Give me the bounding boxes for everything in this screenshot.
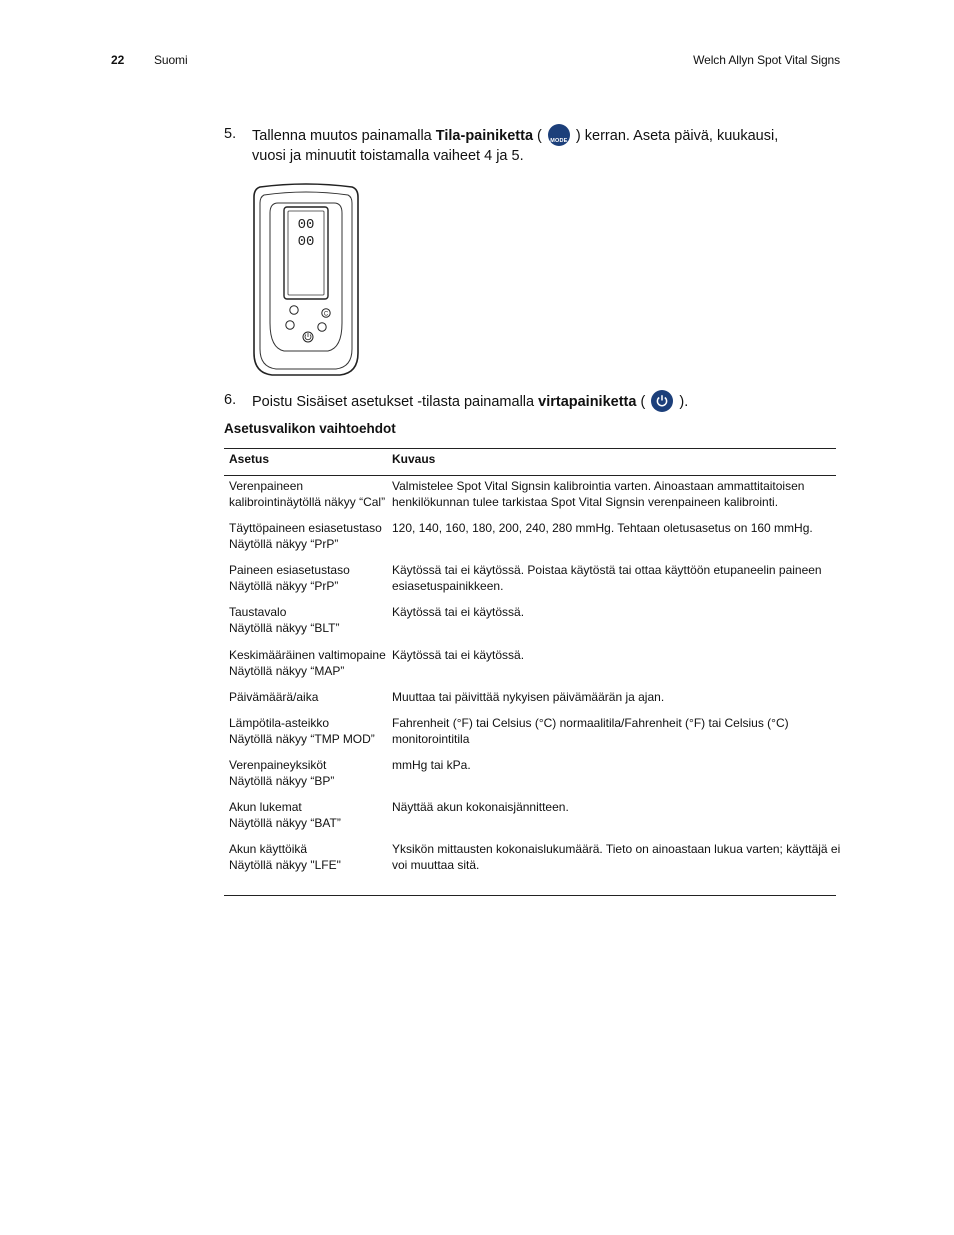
power-glyph <box>655 394 669 408</box>
cell-line: Paineen esiasetustaso <box>229 563 350 577</box>
cell-line: Fahrenheit (°F) tai Celsius (°C) normaalitila/Fahrenheit (°F) tai Celsius (°C) <box>392 716 789 730</box>
step-text <box>252 124 824 166</box>
cell-line: henkilökunnan tulee tarkistaa Spot Vital Signsin verenpaineen kalibrointi. <box>392 495 779 509</box>
cell-line: esiasetuspainikkeen. <box>392 579 504 593</box>
device-display-line2: 00 <box>297 234 315 250</box>
step-number: 6. <box>224 392 237 408</box>
description-cell <box>392 520 832 536</box>
cell-line: Käytössä tai ei käytössä. Poistaa käytöstä tai ottaa käyttöön etupaneelin paineen <box>392 563 822 577</box>
step-text-part: Tallenna muutos painamalla <box>252 128 436 144</box>
cell-line: Käytössä tai ei käytössä. <box>392 648 525 662</box>
cell-line: Taustavalo <box>229 605 287 619</box>
device-illustration <box>250 183 362 383</box>
cell-line: Näytöllä näkyy “MAP” <box>229 664 345 678</box>
step-text-part: ) kerran. Aseta päivä, kuukausi, <box>571 128 779 144</box>
setting-cell <box>229 647 389 679</box>
description-cell <box>392 562 832 594</box>
cell-line: Akun lukemat <box>229 800 302 814</box>
cell-line: Päivämäärä/aika <box>229 690 319 704</box>
step-text <box>252 390 824 412</box>
step-text-part: vuosi ja minuutit toistamalla vaiheet 4 ja 5. <box>252 148 524 164</box>
description-cell <box>392 604 832 620</box>
step-text-part: Poistu Sisäiset asetukset -tilasta painamalla <box>252 394 539 410</box>
table-header-rule <box>224 475 836 476</box>
description-cell <box>392 841 841 873</box>
cell-line: Näyttää akun kokonaisjännitteen. <box>392 800 569 814</box>
setting-cell <box>229 799 389 831</box>
cell-line: Verenpaineen <box>229 479 304 493</box>
setting-cell <box>229 757 389 789</box>
device-mode-button <box>286 321 294 329</box>
description-cell <box>392 799 832 815</box>
cell-line: Näytöllä näkyy “TMP MOD” <box>229 732 375 746</box>
table-header-description: Kuvaus <box>392 452 436 466</box>
cell-line: Näytöllä näkyy “PrP” <box>229 579 339 593</box>
cell-line: Näytöllä näkyy "LFE" <box>229 858 341 872</box>
device-button-right <box>318 323 326 331</box>
step-text-part: ). <box>675 394 689 410</box>
description-cell <box>392 757 832 773</box>
step-bold-term: virtapainiketta <box>538 394 637 410</box>
cell-line: voi muuttaa sitä. <box>392 858 480 872</box>
cell-line: Näytöllä näkyy “BAT” <box>229 816 341 830</box>
step-text-part: ( <box>636 394 646 410</box>
page-number: 22 <box>111 53 125 67</box>
cell-line: kalibrointinäytöllä näkyy “Cal” <box>229 495 386 509</box>
step-number: 5. <box>224 126 237 142</box>
cell-line: Lämpötila-asteikko <box>229 716 330 730</box>
description-cell <box>392 478 832 510</box>
table-top-rule <box>224 448 836 449</box>
step-bold-term: Tila-painiketta <box>435 128 534 144</box>
cell-line: mmHg tai kPa. <box>392 758 471 772</box>
step-text-part: ( <box>533 128 542 144</box>
cell-line: monitorointitila <box>392 732 470 746</box>
cell-line: Muuttaa tai päivittää nykyisen päivämäärän ja ajan. <box>392 690 665 704</box>
header-language: Suomi <box>154 53 188 67</box>
table-title: Asetusvalikon vaihtoehdot <box>224 421 396 436</box>
setting-cell <box>229 604 389 636</box>
setting-cell <box>229 478 389 510</box>
device-button-top-left <box>290 306 298 314</box>
cell-line: Näytöllä näkyy “BP” <box>229 774 335 788</box>
cell-line: Keskimääräinen valtimopaine <box>229 648 386 662</box>
table-header-setting: Asetus <box>229 452 270 466</box>
description-cell <box>392 647 832 663</box>
setting-cell <box>229 715 389 747</box>
mode-button-icon <box>548 124 570 146</box>
setting-cell <box>229 841 389 873</box>
device-display-line1: 00 <box>297 217 315 233</box>
power-button-icon <box>651 390 673 412</box>
mode-icon-label: MODE <box>550 138 568 144</box>
cell-line: Käytössä tai ei käytössä. <box>392 605 525 619</box>
cell-line: Yksikön mittausten kokonaislukumäärä. Tieto on ainoastaan lukua varten; käyttäjä ei <box>392 842 841 856</box>
setting-cell <box>229 520 389 552</box>
device-front-panel <box>250 183 362 378</box>
description-cell <box>392 715 832 747</box>
setting-cell <box>229 689 389 705</box>
cell-line: Verenpaineyksiköt <box>229 758 327 772</box>
header-doc-title: Welch Allyn Spot Vital Signs <box>693 53 840 67</box>
cell-line: Täyttöpaineen esiasetustaso <box>229 521 382 535</box>
celsius-icon: C <box>323 311 329 318</box>
setting-cell <box>229 562 389 594</box>
cell-line: Akun käyttöikä <box>229 842 308 856</box>
cell-line: Näytöllä näkyy “PrP” <box>229 537 339 551</box>
cell-line: Näytöllä näkyy “BLT” <box>229 621 340 635</box>
cell-line: Valmistelee Spot Vital Signsin kalibrointia varten. Ainoastaan ammattitaitoisen <box>392 479 805 493</box>
table-bottom-rule <box>224 895 836 896</box>
description-cell <box>392 689 832 705</box>
cell-line: 120, 140, 160, 180, 200, 240, 280 mmHg. Tehtaan oletusasetus on 160 mmHg. <box>392 521 813 535</box>
